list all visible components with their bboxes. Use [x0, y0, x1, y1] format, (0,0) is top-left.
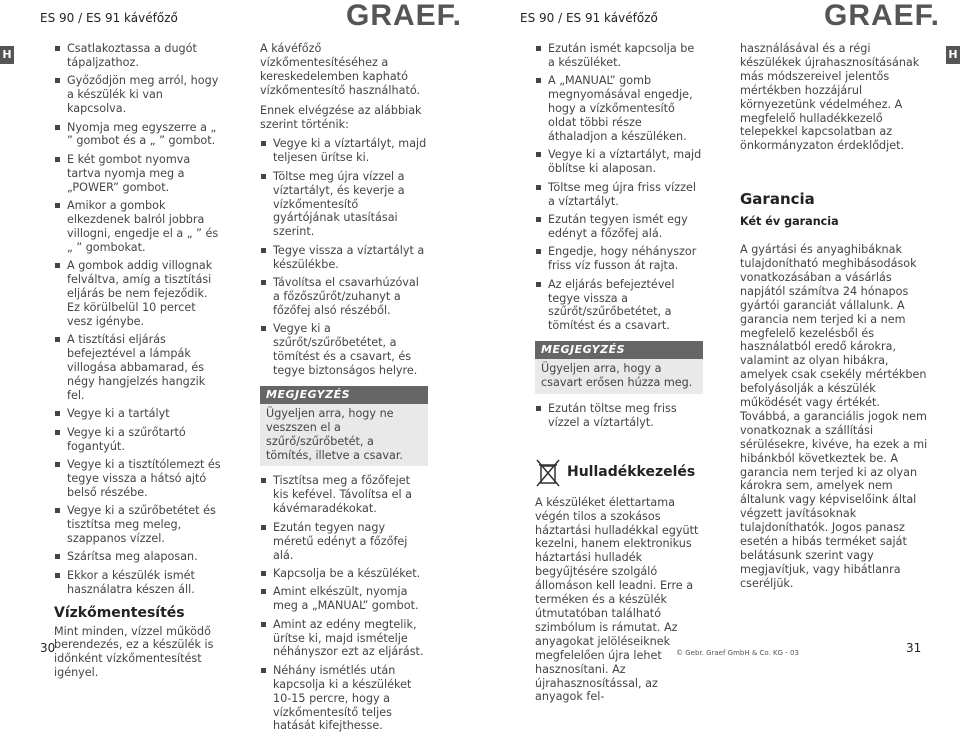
list-item: Vegye ki a víztartályt, majd öblítse ki alaposan. [535, 148, 703, 176]
list-item: Töltse meg újra friss vízzel a víztartályt. [535, 181, 703, 209]
column-4 [740, 42, 930, 597]
section-text: Mint minden, vízzel működő berendezés, ez a készülék is időnként vízkőmentesítést igényel. [54, 624, 214, 680]
list-item: Engedje, hogy néhányszor friss víz fusson át rajta. [535, 245, 703, 273]
list-item: Vegye ki a szűrőt/szűrőbetétet, a tömítést és a csavart, és tegye biztonságos helyre. [260, 322, 428, 378]
left-page-title: ES 90 / ES 91 kávéfőző [40, 11, 178, 25]
note-body: Ügyeljen arra, hogy ne veszszen el a szűrő/szűrőbetét, a tömítés, illetve a csavar. [260, 404, 428, 467]
list-item: Ezután ismét kapcsolja be a készüléket. [535, 42, 703, 70]
right-logo: GRAEF. [824, 0, 941, 32]
list-item: Szárítsa meg alaposan. [54, 550, 222, 564]
disposal-continued-text: használásával és a régi készülékek újrahasznosításának más módszereivel jelentős mértékben hozzájárul környezetünk védelméhez. A megfelelő hulladékkezelő telepekkel kapcsolatban az önkormányzaton érdeklődjet. [740, 42, 920, 153]
list-item: Csatlakoztassa a dugót tápaljzathoz. [54, 42, 222, 70]
list-item: A gombok addig villognak felváltva, amíg a tisztítási eljárás be nem fejeződik. Ez körülbelül 10 percet vesz igénybe. [54, 259, 222, 329]
warranty-subtitle: Két év garancia [740, 215, 839, 229]
list-item: Tisztítsa meg a főzőfejet kis kefével. Távolítsa el a kávémaradékokat. [260, 474, 428, 516]
language-mark-right: H [946, 46, 960, 64]
column-3 [535, 42, 703, 710]
list-item: Vegye ki a víztartályt, majd teljesen ürítse ki. [260, 137, 428, 165]
note-body: Ügyeljen arra, hogy a csavart erősen húzza meg. [535, 359, 703, 394]
list-item: Ezután tegyen nagy méretű edényt a főzőfej alá. [260, 521, 428, 563]
list-item: Néhány ismétlés után kapcsolja ki a készüléket 10-15 percre, hogy a vízkőmentesítő teljes hatását kifejthesse. [260, 664, 428, 734]
right-page-title: ES 90 / ES 91 kávéfőző [520, 11, 658, 25]
list-item: Vegye ki a szűrőbetétet és tisztítsa meg meleg, szappanos vízzel. [54, 504, 222, 546]
list-item: Ezután tegyen ismét egy edényt a főzőfej alá. [535, 213, 703, 241]
section-text: A készüléket élettartama végén tilos a szokásos háztartási hulladékkal együtt kezelni, hanem elektronikus háztartási hulladék begyűjtésére szolgáló állomáson kell leadni. Erre a terméken és a készülék útmutatóban található szimbólum is rámutat. Az anyagokat jelöléseiknek megfelelően újra lehet hasznosítani. Az újrahasznosítással, az anyagok fel- [535, 495, 699, 704]
disposal-heading-row [535, 458, 703, 488]
list-item: Kapcsolja be a készüléket. [260, 567, 428, 581]
list-item: Amint az edény megtelik, ürítse ki, majd ismételje néhányszor ezt az eljárást. [260, 618, 428, 660]
section-title-warranty: Garancia [740, 190, 815, 209]
list-item: Távolítsa el csavarhúzóval a főzőszűrőt/zuhanyt a főzőfej alsó részéből. [260, 276, 428, 318]
language-mark-left: H [0, 46, 14, 64]
right-page-number: 31 [906, 641, 922, 655]
list-item: A „MANUAL” gomb megnyomásával engedje, hogy a vízkőmentesítő oldat többi része áthaladjon a készüléken. [535, 74, 703, 144]
list-item: Vegye ki a tartályt [54, 407, 222, 421]
note-heading: MEGJEGYZÉS [535, 341, 703, 359]
column-1 [54, 42, 222, 686]
list-item: Amikor a gombok elkezdenek balról jobbra villogni, engedje el a „ ” és „ ” gombokat. [54, 199, 222, 255]
list-item: Ekkor a készülék ismét használatra készen áll. [54, 569, 222, 597]
intro-text: A kávéfőző vízkőmentesítéséhez a kereskedelemben kapható vízkőmentesítő használható. [260, 42, 421, 97]
list-item: Győződjön meg arról, hogy a készülék ki van kapcsolva. [54, 74, 222, 116]
list-item: Töltse meg újra vízzel a víztartályt, és keverje a vízkőmentesítő gyártójának utasításai szerint. [260, 170, 428, 240]
list-item: Ezután töltse meg friss vízzel a víztartályt. [535, 402, 703, 430]
list-item: Vegye ki a szűrőtartó fogantyút. [54, 426, 222, 454]
left-logo: GRAEF. [346, 0, 463, 32]
list-item: Vegye ki a tisztítólemezt és tegye vissza a hátsó ajtó belső részébe. [54, 458, 222, 500]
list-item: Tegye vissza a víztartályt a készülékbe. [260, 244, 428, 272]
section-title-descaling: Vízkőmentesítés [54, 604, 185, 621]
list-item: Nyomja meg egyszerre a „ ” gombot és a „ ” gombot. [54, 121, 222, 149]
list-item: A tisztítási eljárás befejeztével a lámpák villogása abbamarad, és négy hangjelzés hangzik fel. [54, 333, 222, 403]
column-2 [260, 42, 428, 738]
copyright: © Gebr. Graef GmbH & Co. KG - 03 [676, 649, 799, 657]
list-item: Az eljárás befejeztével tegye vissza a szűrőt/szűrőbetétet, a tömítést és a csavart. [535, 278, 703, 334]
left-page-number: 30 [40, 641, 56, 655]
list-item: E két gombot nyomva tartva nyomja meg a „POWER” gombot. [54, 153, 222, 195]
section-title-disposal: Hulladékkezelés [567, 463, 696, 480]
intro-text-2: Ennek elvégzése az alábbiak szerint történik: [260, 103, 422, 131]
warranty-text: A gyártási és anyaghibáknak tulajdonítható meghibásodások vonatkozásában a vásárlás napjától számítva 24 hónapos gyártói garanciát vállalunk. A garancia nem terjed ki a nem megfelelő kezelésből és használatból eredő károkra, valamint az olyan hibákra, amelyek csak csekély mértékben befolyásolják a készülék működését vagy értékét. Továbbá, a garanciális jogok nem vonatkoznak a szállítási sérülésekre, kivéve, ha ezek a mi hibánkból következtek be. A garancia nem terjed ki az olyan károkra sem, amelyek nem általunk vagy képviselőink által végzett javításoknak tulajdoníthatók. Jogos panasz esetén a hibás terméket saját belátásunk szerint vagy megjavítjuk, vagy hibátlanra cseréljük. [740, 243, 928, 590]
note-heading: MEGJEGYZÉS [260, 386, 428, 404]
list-item: Amint elkészült, nyomja meg a „MANUAL” gombot. [260, 585, 428, 613]
crossed-bin-icon [535, 458, 561, 488]
